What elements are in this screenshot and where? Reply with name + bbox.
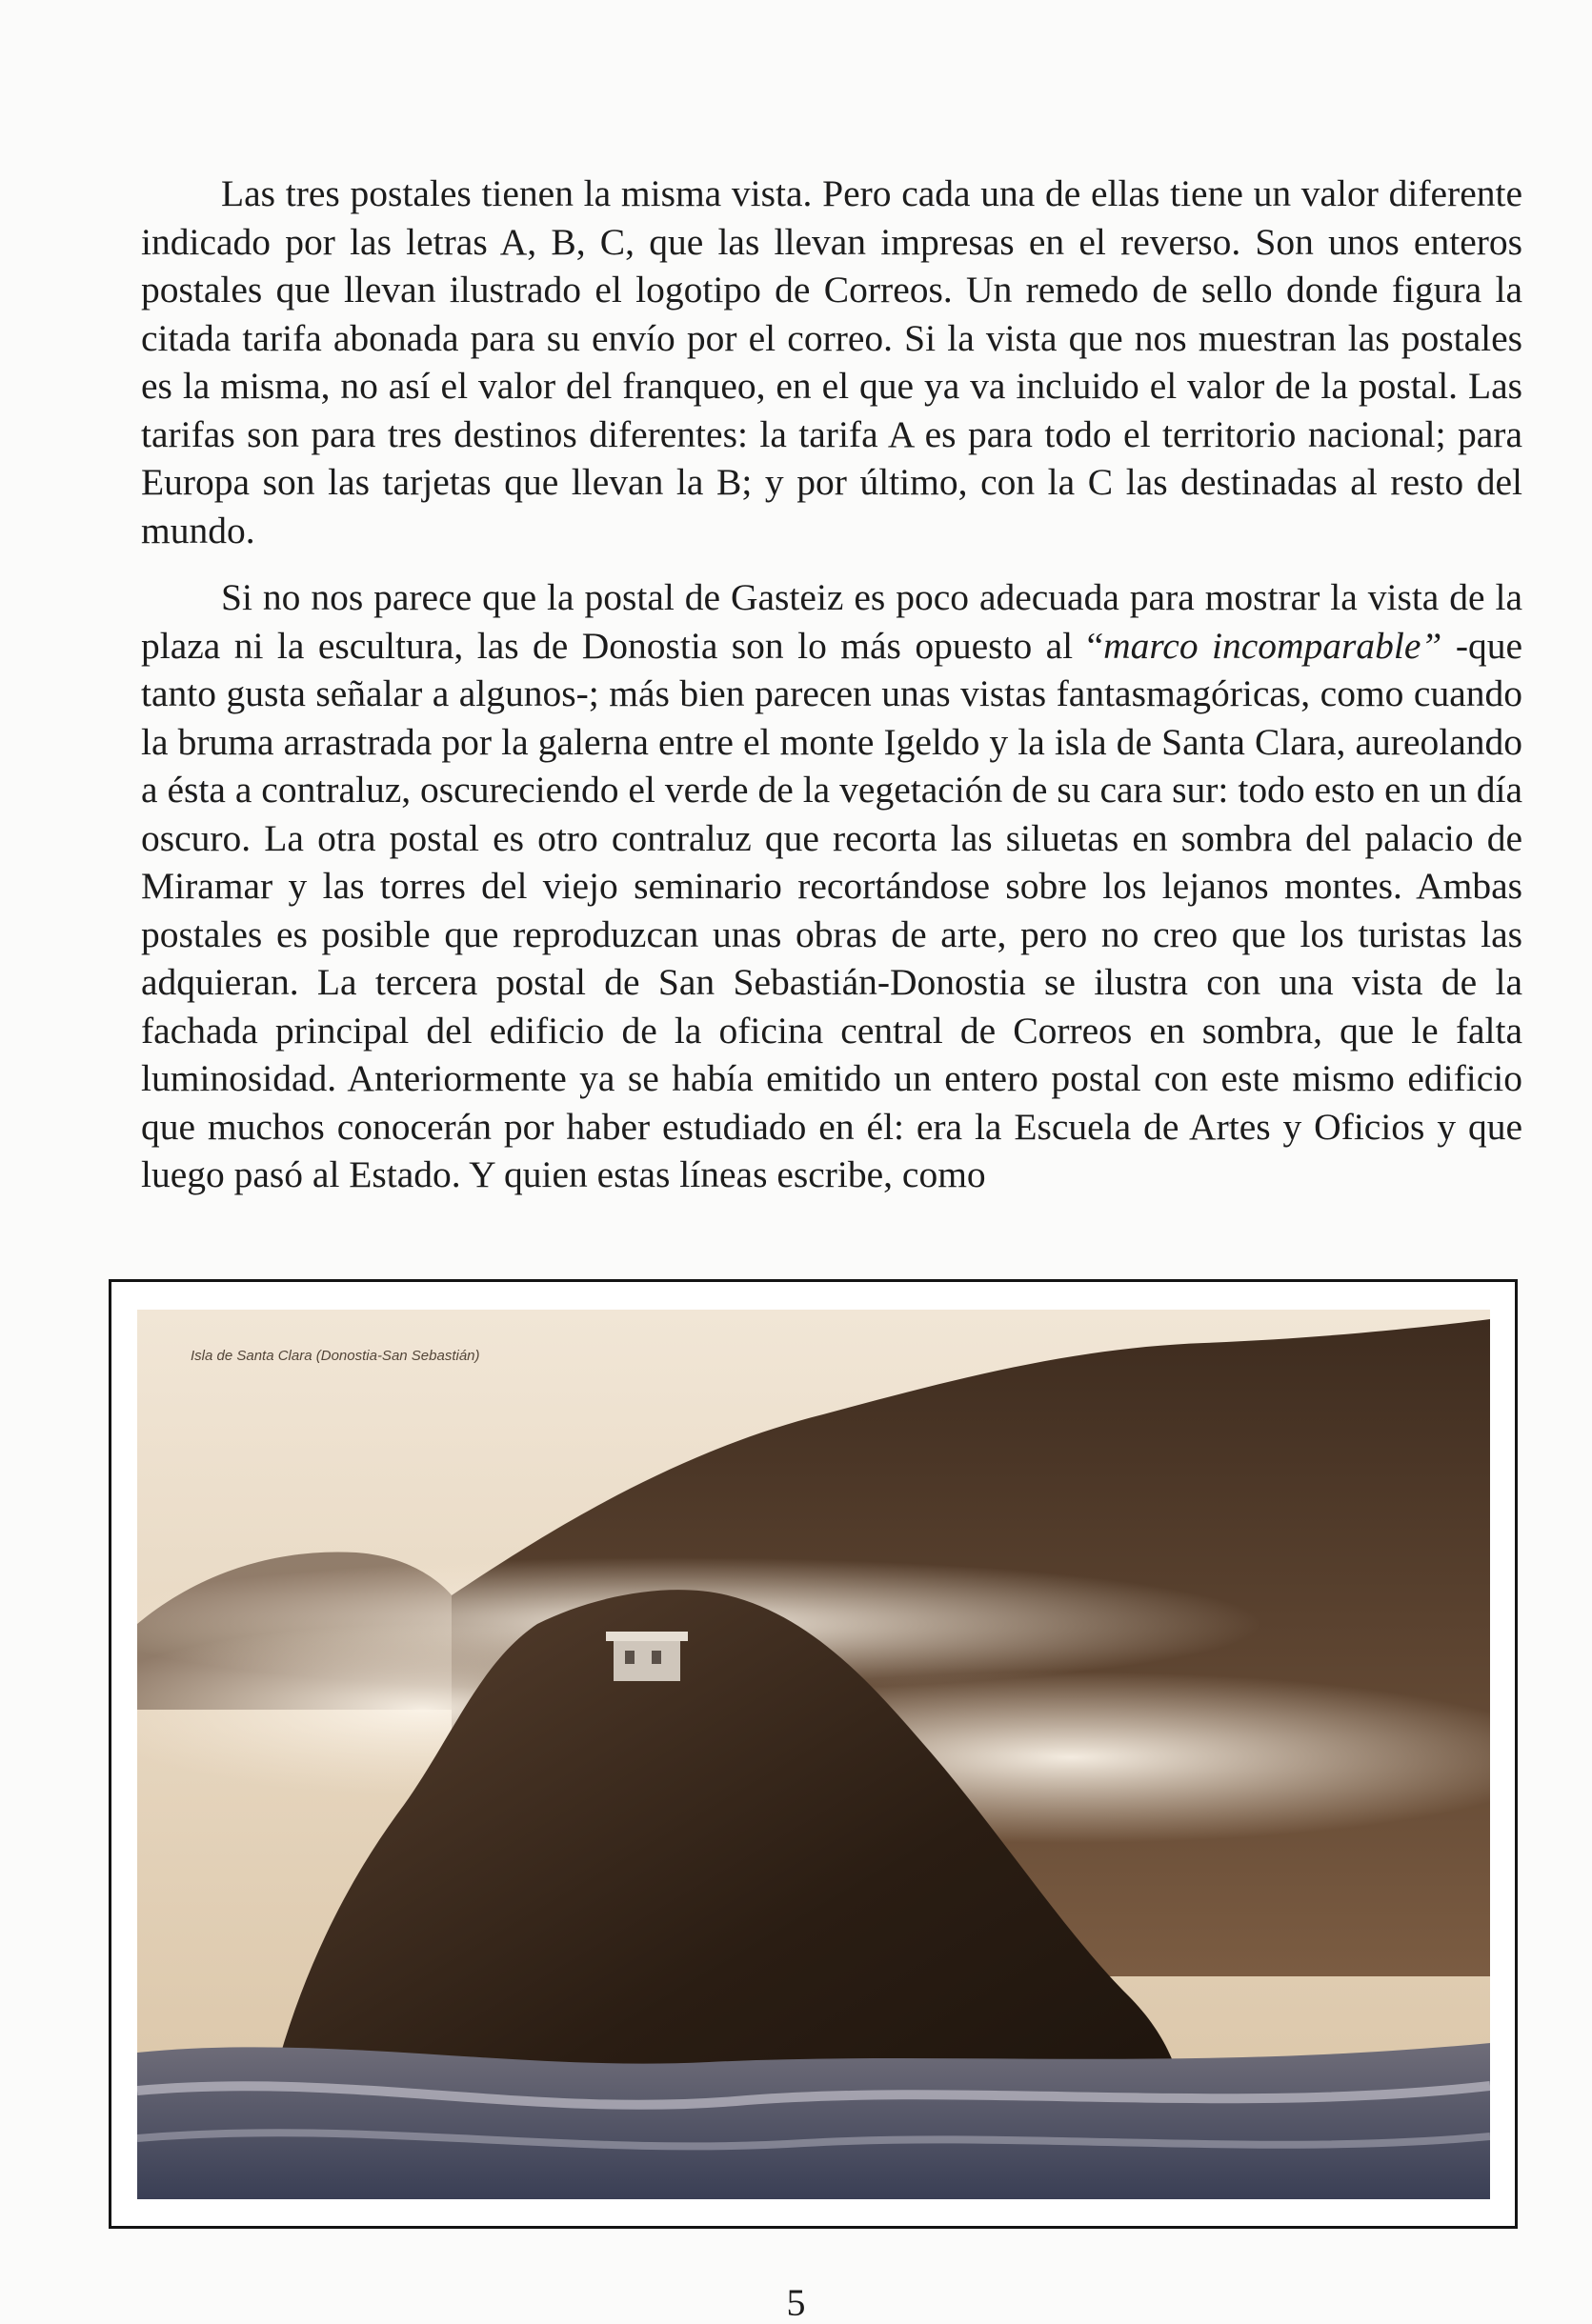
paragraph-2-text-end: -que tanto gusta señalar a algunos-; más bien parecen unas vistas fantasmagóricas, como cuando la bruma arrastrada por la galerna entre el monte Igeldo y la isla de Santa Clara, aureolando a ésta a contraluz, oscureciendo el verde de la vegetación de su cara sur: todo esto en un día oscuro. La otra postal es otro contraluz que recorta las siluetas en sombra del palacio de Miramar y las torres del viejo seminario recortándose sobre los lejanos montes. Ambas postales es posible que reproduzcan unas obras de arte, pero no creo que los turistas las adquieran. La tercera postal de San Sebastián-Donostia se ilustra con una vista de la fachada principal del edificio de la oficina central de Correos en sombra, que le falta luminosidad. Anteriormente ya se había emitido un entero postal con este mismo edificio que muchos conocerán por haber estudiado en él: era la Escuela de Artes y Oficios y que luego pasó al Estado. Y quien estas líneas escribe, como <box>141 624 1523 1195</box>
paragraph-1-text: Las tres postales tienen la misma vista. Pero cada una de ellas tiene un valor diferente indicado por las letras A, B, C, que las llevan impresas en el reverso. Son unos enteros postales que llevan ilustrado el logotipo de Correos. Un remedo de sello donde figura la citada tarifa abonada para su envío por el correo. Si la vista que nos muestran las postales es la misma, no así el valor del franqueo, en el que ya va incluido el valor de la postal. Las tarifas son para tres destinos diferentes: la tarifa A es para todo el territorio nacional; para Europa son las tarjetas que llevan la B; y por último, con la C las destinadas al resto del mundo. <box>141 172 1522 551</box>
postcard-photo <box>137 1310 1490 2199</box>
paragraph-2 <box>141 573 1522 1199</box>
postcard-photo-frame <box>109 1279 1518 2229</box>
paragraph-2-text-start: Si no nos parece que la postal de Gasteiz es poco adecuada para mostrar la vista de la plaza ni la escultura, las de Donostia son lo más opuesto al “ <box>141 576 1522 667</box>
body-text <box>141 170 1522 1199</box>
paragraph-2-italic-quote: marco incomparable” <box>1103 624 1442 667</box>
island-fog-illustration <box>137 1310 1490 2199</box>
photo-caption: Isla de Santa Clara (Donostia-San Sebastián) <box>191 1348 480 1364</box>
paragraph-1 <box>141 170 1522 554</box>
page-number: 5 <box>786 2281 806 2324</box>
